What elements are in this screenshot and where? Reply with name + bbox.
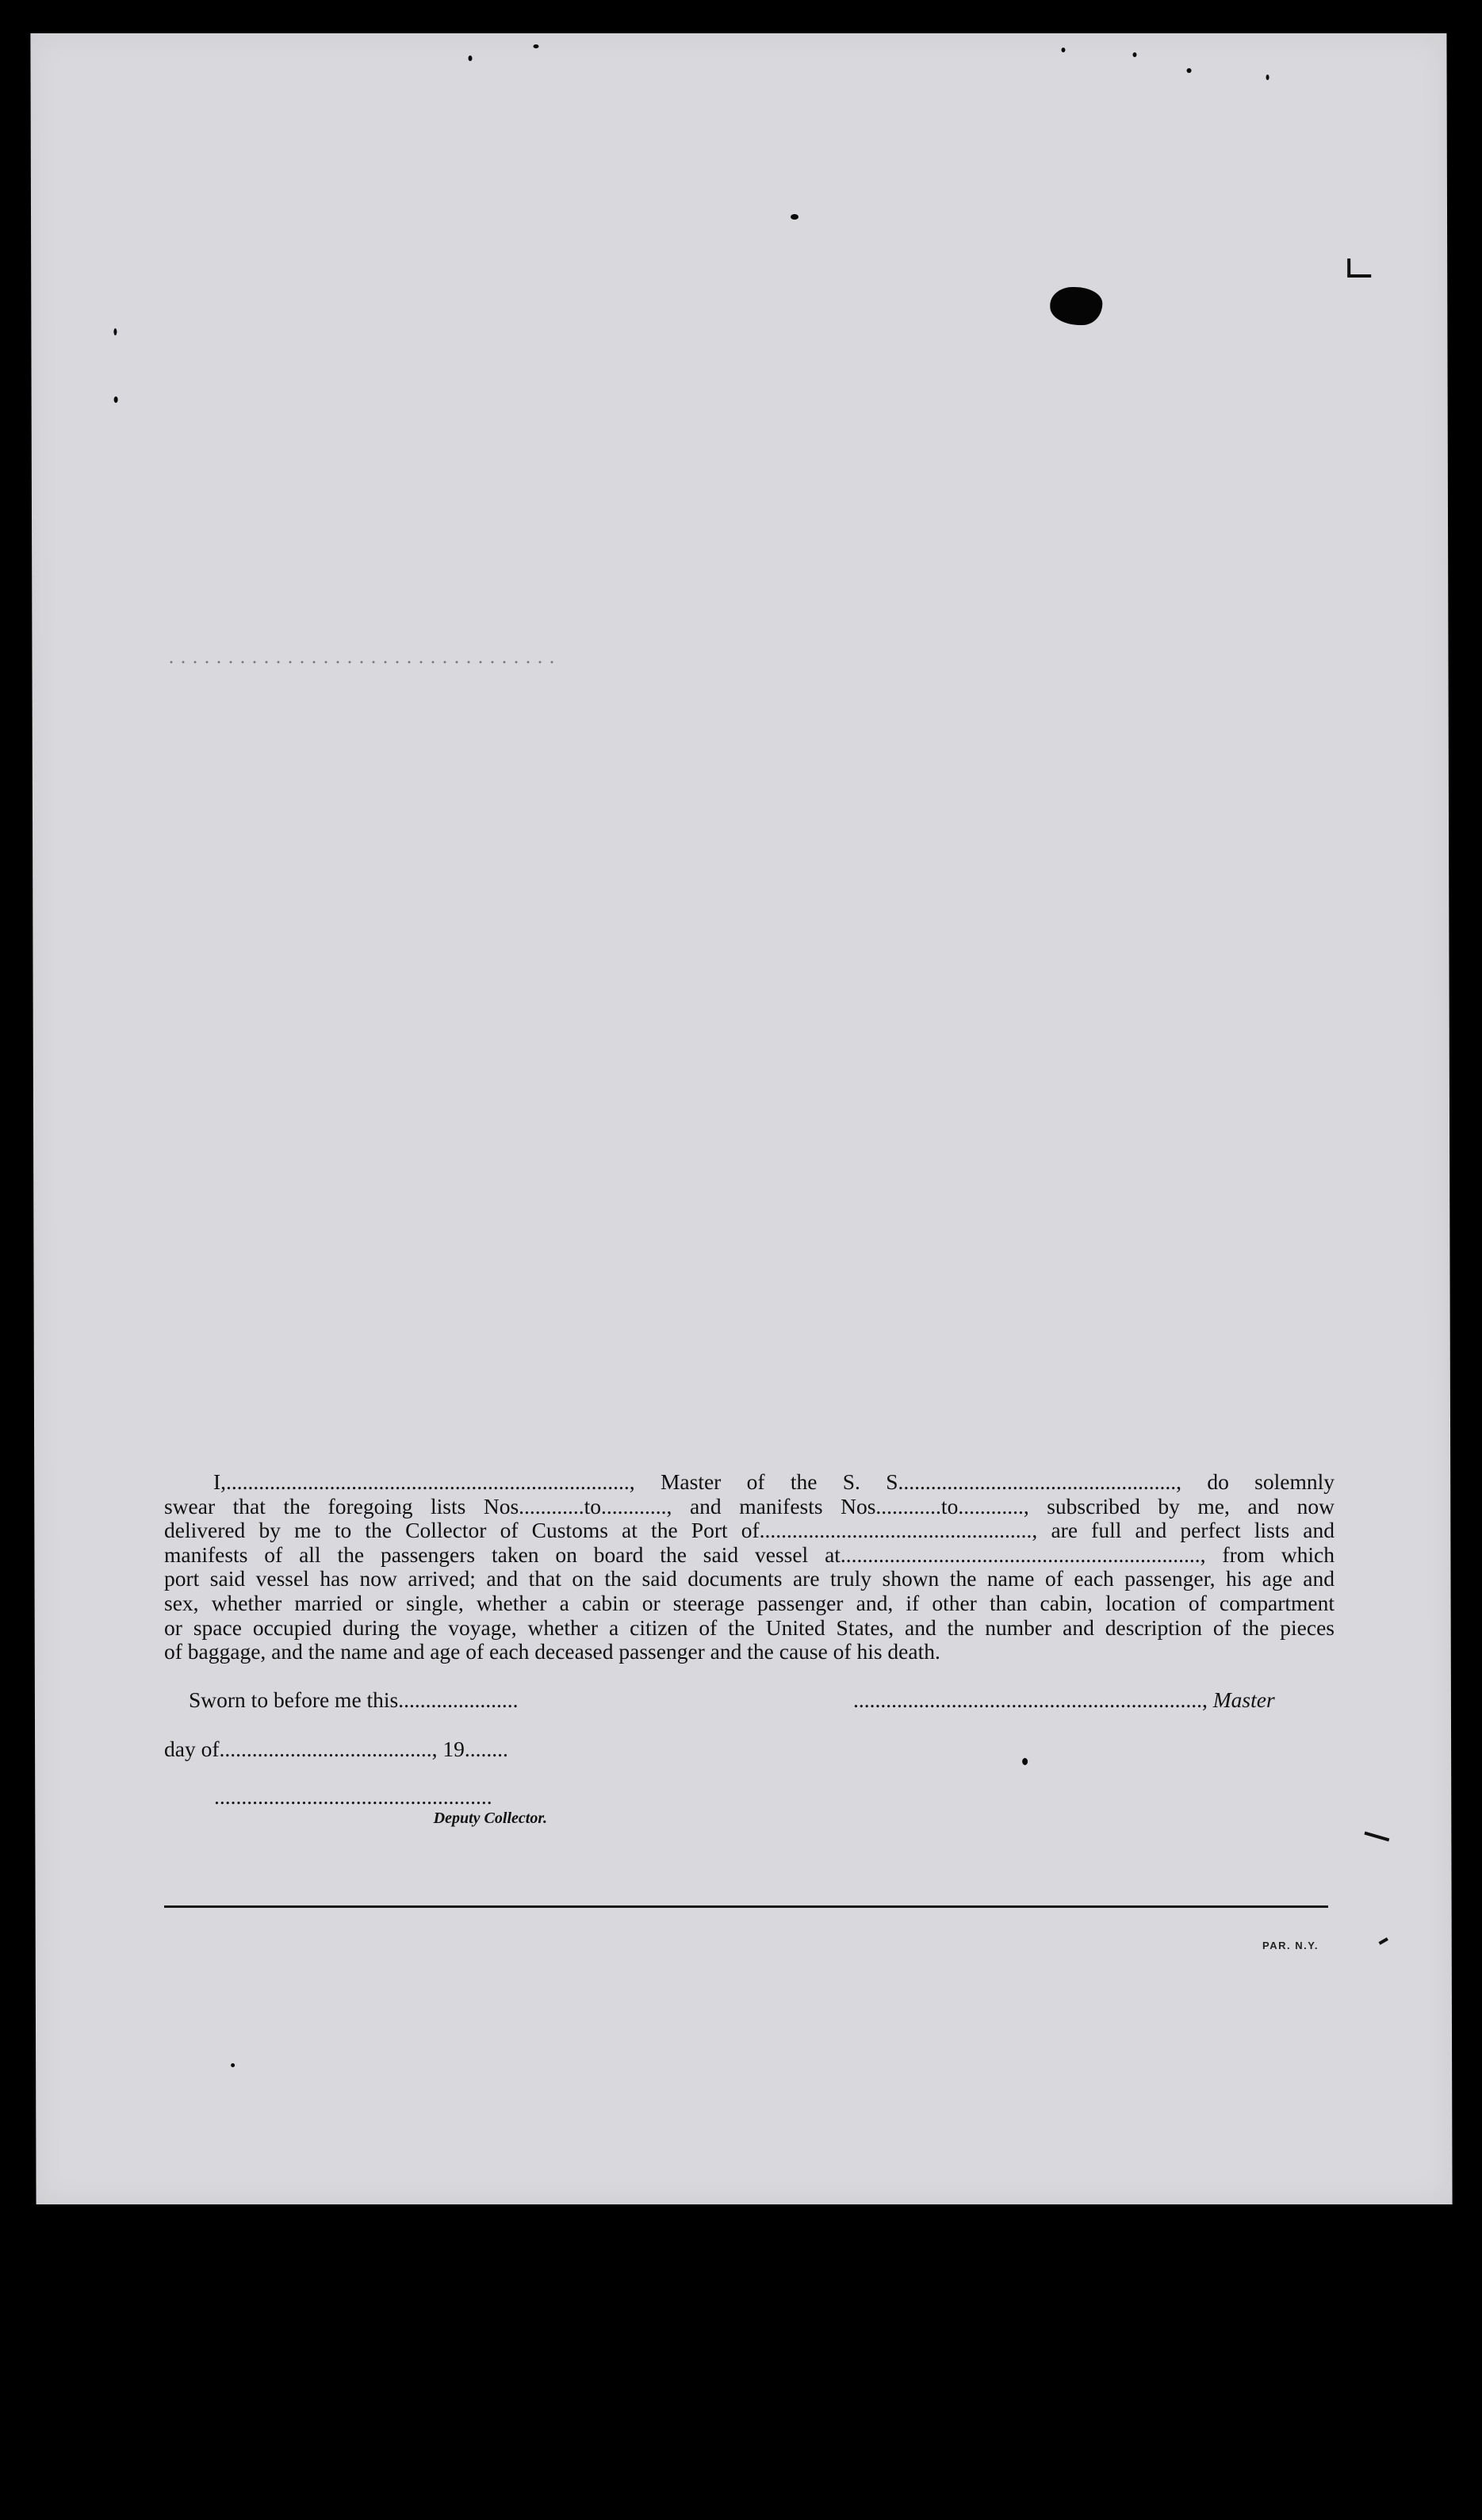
edge-mark [1347, 274, 1371, 278]
deputy-signature-dots: ................................................... [214, 1784, 492, 1809]
ink-speck [791, 214, 798, 220]
ink-speck [1132, 52, 1136, 57]
edge-mark [1364, 1832, 1389, 1842]
edge-mark [1379, 1937, 1388, 1944]
faint-dot-row [165, 660, 561, 664]
day-of-line: day of......................................., 19........ [164, 1737, 508, 1761]
ink-speck [114, 396, 118, 403]
oath-line: delivered by me to the Collector of Customs at the Port of.................................................., are full and perfect lists and [164, 1518, 1335, 1543]
oath-line: of baggage, and the name and age of each deceased passenger and the cause of his death. [164, 1639, 940, 1664]
oath-line: I,.........................................................................., Master of the S. S..................................................., do solemnly [213, 1469, 1335, 1494]
oath-line: sex, whether married or single, whether a cabin or steerage passenger and, if other than cabin, location of compartment [164, 1590, 1335, 1615]
master-label: Master [1212, 1687, 1275, 1712]
edge-mark [1347, 259, 1350, 276]
oath-line: or space occupied during the voyage, whether a citizen of the United States, and the number and description of the pieces [164, 1614, 1335, 1640]
ink-speck [468, 56, 472, 61]
master-signature-dots: ................................................................, [853, 1687, 1208, 1712]
ink-speck [533, 44, 538, 48]
ink-speck [1266, 75, 1269, 80]
ink-speck [113, 328, 117, 335]
master-oath-paragraph [164, 1470, 1335, 1664]
ink-speck [1187, 68, 1192, 73]
document-page [30, 33, 1452, 2204]
ink-speck [1061, 48, 1065, 52]
oath-line: manifests of all the passengers taken on board the said vessel at.................................................................., from which [164, 1541, 1335, 1567]
printer-mark: PAR. N.Y. [1262, 1940, 1319, 1951]
oath-line: swear that the foregoing lists Nos............to............, and manifests Nos............to............, subscribed by me, and now [164, 1493, 1335, 1519]
ink-speck [231, 2063, 235, 2067]
horizontal-rule [164, 1905, 1328, 1908]
sworn-before-line: Sworn to before me this...................... [189, 1687, 519, 1712]
ink-blot [1050, 287, 1102, 325]
master-signature-line [853, 1687, 1275, 1713]
oath-line: port said vessel has now arrived; and that on the said documents are truly shown the name of each passenger, his age and [164, 1566, 1335, 1591]
deputy-collector-label: Deputy Collector. [433, 1810, 547, 1827]
ink-speck [1022, 1758, 1028, 1765]
